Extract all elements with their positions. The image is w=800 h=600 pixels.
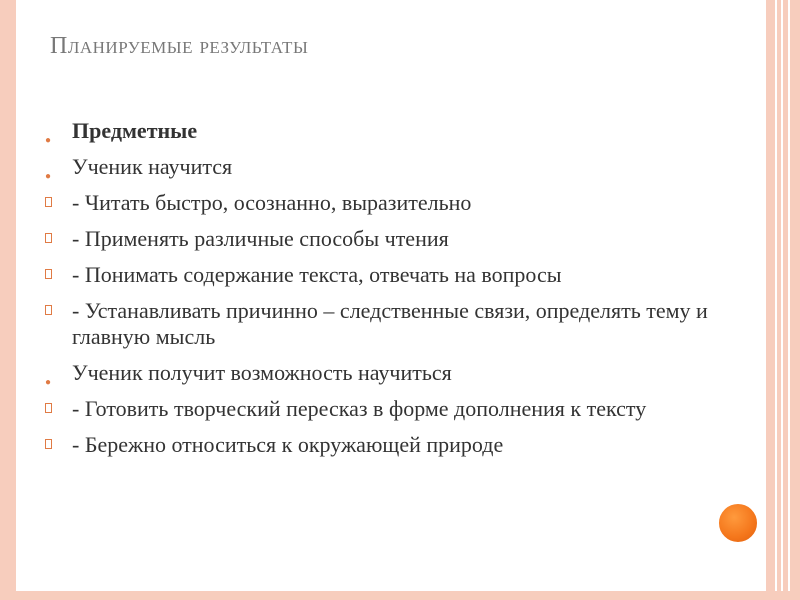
list-item-text: Ученик получит возможность научиться <box>72 360 452 385</box>
list-item <box>45 190 725 216</box>
bullet-list <box>45 118 725 468</box>
slide-title: Планируемые результаты <box>50 33 309 59</box>
list-item <box>45 118 725 144</box>
list-item <box>45 396 725 422</box>
decorative-orange-circle <box>716 501 760 545</box>
bullet-square-icon <box>45 403 52 413</box>
list-item <box>45 154 725 180</box>
list-item-text: - Читать быстро, осознанно, выразительно <box>72 190 472 215</box>
list-item <box>45 432 725 458</box>
bullet-circle-icon: ● <box>45 135 52 146</box>
bullet-square-icon <box>45 269 52 279</box>
frame-stripe <box>775 0 777 600</box>
list-item-text: - Устанавливать причинно – следственные связи, определять тему и главную мысль <box>72 298 708 349</box>
bullet-circle-icon: ● <box>45 171 52 182</box>
list-item <box>45 360 725 386</box>
list-item-text: - Применять различные способы чтения <box>72 226 449 251</box>
bullet-square-icon <box>45 439 52 449</box>
list-item-text: Предметные <box>72 118 198 143</box>
list-item <box>45 298 725 350</box>
frame-stripe <box>781 0 783 600</box>
list-item-text: - Понимать содержание текста, отвечать на вопросы <box>72 262 562 287</box>
list-item <box>45 226 725 252</box>
bullet-square-icon <box>45 305 52 315</box>
list-item-text: Ученик научится <box>72 154 233 179</box>
bullet-circle-icon: ● <box>45 377 52 388</box>
frame-stripe <box>788 0 790 600</box>
slide-frame-right <box>766 0 800 600</box>
list-item <box>45 262 725 288</box>
slide-frame-bottom <box>0 591 800 600</box>
bullet-square-icon <box>45 197 52 207</box>
list-item-text: - Готовить творческий пересказ в форме дополнения к тексту <box>72 396 647 421</box>
bullet-square-icon <box>45 233 52 243</box>
list-item-text: - Бережно относиться к окружающей природе <box>72 432 504 457</box>
slide-frame-left <box>0 0 16 600</box>
